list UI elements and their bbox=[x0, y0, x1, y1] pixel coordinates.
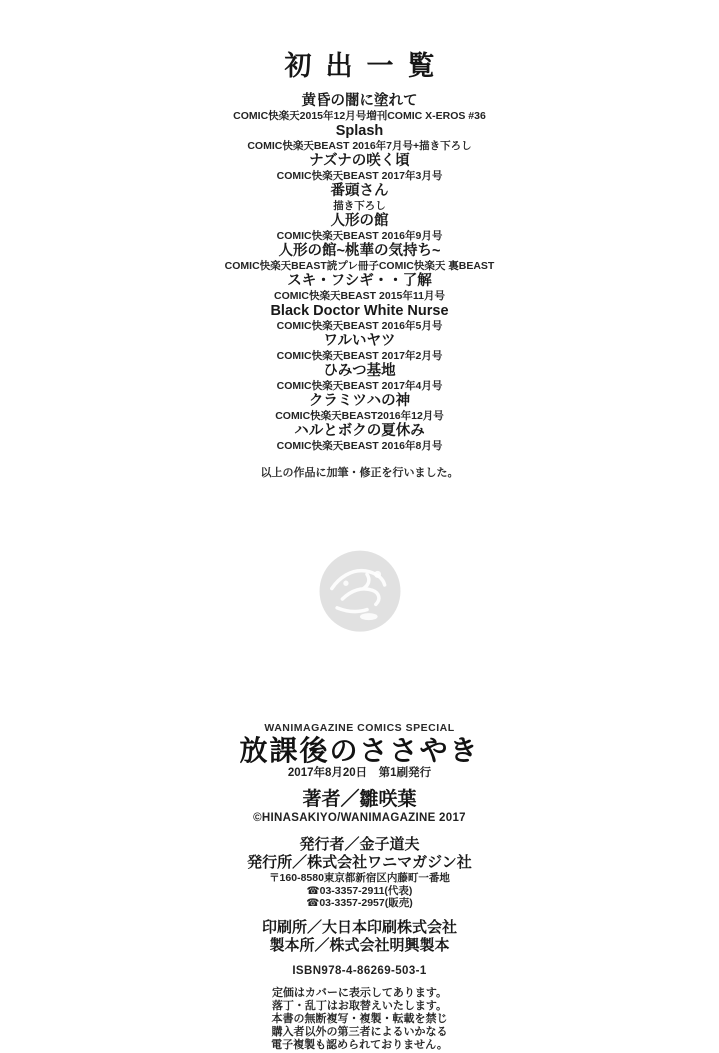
work-entry bbox=[0, 364, 719, 392]
work-source: COMIC快楽天BEAST 2017年2月号 bbox=[276, 349, 443, 362]
printing-block bbox=[0, 919, 719, 955]
work-entry bbox=[0, 274, 719, 302]
work-source: COMIC快楽天2015年12月号増刊COMIC X-EROS #36 bbox=[233, 109, 486, 122]
work-title: 人形の館 bbox=[330, 213, 389, 229]
work-title: スキ・フシギ・・了解 bbox=[287, 273, 432, 289]
work-title: ワルいヤツ bbox=[323, 333, 396, 349]
work-entry bbox=[0, 394, 719, 422]
binder-line: 製本所／株式会社明興製本 bbox=[269, 936, 450, 954]
publisher-address-line: 〒160-8580東京都新宿区内藤町一番地 bbox=[269, 872, 450, 884]
work-title: 人形の館~桃華の気持ち~ bbox=[278, 243, 441, 259]
revision-note: 以上の作品に加筆・修正を行いました。 bbox=[260, 467, 459, 479]
phone-sales-line: ☎03-3357-2957(販売) bbox=[306, 897, 413, 909]
notice-line: 本書の無断複写・複製・転載を禁じ bbox=[271, 1012, 448, 1025]
work-entry bbox=[0, 124, 719, 152]
work-entry bbox=[0, 214, 719, 242]
notice-line: 電子複製も認められておりません。 bbox=[271, 1039, 448, 1052]
publisher-block bbox=[0, 836, 719, 910]
imprint-line: WANIMAGAZINE COMICS SPECIAL bbox=[264, 722, 455, 734]
colophon-block bbox=[0, 722, 719, 1053]
work-source: 描き下ろし bbox=[333, 199, 386, 212]
first-publication-list-title: 初出一覧 bbox=[284, 51, 449, 81]
book-title: 放課後のささやき bbox=[239, 735, 480, 766]
printer-line: 印刷所／大日本印刷株式会社 bbox=[261, 918, 457, 936]
work-title: クラミツハの神 bbox=[308, 393, 411, 409]
work-source: COMIC快楽天BEAST 2016年8月号 bbox=[276, 439, 443, 452]
author-line: 著者／雛咲葉 bbox=[302, 789, 417, 810]
work-source: COMIC快楽天BEAST 2016年7月号+描き下ろし bbox=[247, 139, 472, 152]
first-publication-list bbox=[0, 94, 719, 452]
notice-line: 定価はカバーに表示してあります。 bbox=[271, 986, 448, 999]
notice-line: 購入者以外の第三者によるいかなる bbox=[271, 1026, 448, 1039]
work-title: 番頭さん bbox=[330, 183, 389, 199]
work-entry bbox=[0, 424, 719, 452]
work-entry bbox=[0, 244, 719, 272]
phone-main-line: ☎03-3357-2911(代表) bbox=[306, 884, 413, 897]
work-source: COMIC快楽天BEAST読プレ冊子COMIC快楽天 裏BEAST bbox=[224, 259, 495, 272]
work-entry bbox=[0, 334, 719, 362]
work-entry bbox=[0, 184, 719, 212]
edition-line: 2017年8月20日 第1刷発行 bbox=[287, 767, 432, 779]
work-entry bbox=[0, 94, 719, 122]
notice-line: 落丁・乱丁はお取替えいたします。 bbox=[271, 999, 448, 1012]
work-title: ナズナの咲く頃 bbox=[309, 153, 410, 169]
isbn-line: ISBN978-4-86269-503-1 bbox=[292, 964, 427, 977]
work-source: COMIC快楽天BEAST 2017年3月号 bbox=[276, 169, 443, 182]
work-entry bbox=[0, 154, 719, 182]
legal-notice-block bbox=[0, 987, 719, 1053]
copyright-line: ©HINASAKIYO/WANIMAGAZINE 2017 bbox=[253, 812, 466, 824]
publisher-person-line: 発行者／金子道夫 bbox=[299, 836, 420, 853]
wanimagazine-crocodile-logo-icon bbox=[316, 623, 404, 640]
publisher-seal-area bbox=[0, 548, 719, 636]
work-title: ひみつ基地 bbox=[323, 363, 396, 379]
work-source: COMIC快楽天BEAST 2016年9月号 bbox=[276, 229, 443, 242]
work-source: COMIC快楽天BEAST 2015年11月号 bbox=[274, 289, 445, 302]
work-source: COMIC快楽天BEAST2016年12月号 bbox=[275, 409, 444, 422]
publisher-company-line: 発行所／株式会社ワニマガジン社 bbox=[247, 854, 472, 871]
work-source: COMIC快楽天BEAST 2017年4月号 bbox=[276, 379, 443, 392]
work-source: COMIC快楽天BEAST 2016年5月号 bbox=[276, 319, 443, 332]
work-title: 黄昏の闇に塗れて bbox=[301, 93, 418, 109]
work-title: Black Doctor White Nurse bbox=[270, 303, 449, 319]
work-entry bbox=[0, 304, 719, 332]
work-title: Splash bbox=[335, 123, 384, 139]
work-title: ハルとボクの夏休み bbox=[294, 423, 425, 439]
